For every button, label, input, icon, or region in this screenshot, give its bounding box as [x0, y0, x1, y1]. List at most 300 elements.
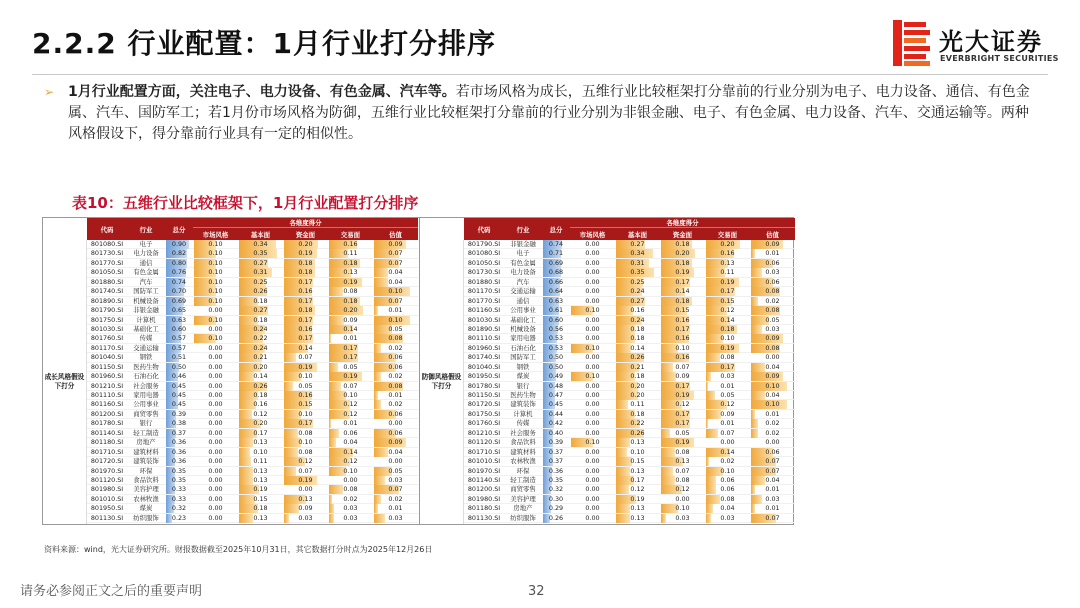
score-value: 0.49	[548, 372, 564, 381]
total-score-cell	[165, 485, 193, 494]
score-value: 0.15	[675, 306, 690, 315]
total-score-cell	[165, 268, 193, 277]
total-score-cell	[542, 485, 570, 494]
header-valuation: 估值	[389, 231, 402, 239]
score-value: 0.10	[343, 391, 358, 399]
score-value: 0.09	[388, 438, 403, 447]
trading-cell	[328, 287, 373, 296]
score-value: 0.24	[630, 287, 645, 296]
total-score-cell	[165, 495, 193, 504]
fundamental-cell	[615, 249, 660, 258]
market-style-cell	[193, 344, 238, 353]
fundamental-cell	[615, 504, 660, 513]
market-style-cell	[570, 278, 615, 287]
trading-cell	[328, 344, 373, 353]
fundamental-cell	[615, 514, 660, 523]
score-value: 0.13	[630, 438, 645, 447]
total-score-cell	[542, 448, 570, 457]
score-value: 0.03	[388, 475, 403, 484]
capital-cell	[283, 353, 328, 362]
code-cell: 801140.SI	[90, 428, 124, 437]
score-value: 0.00	[765, 438, 780, 447]
score-value: 0.00	[208, 494, 223, 503]
fundamental-cell	[238, 278, 283, 287]
capital-cell	[283, 419, 328, 428]
score-value: 0.07	[343, 381, 358, 390]
score-value: 0.00	[208, 391, 223, 399]
code-cell: 801760.SI	[467, 419, 501, 428]
trading-cell	[705, 410, 750, 419]
total-score-cell	[542, 325, 570, 334]
score-value: 0.10	[208, 287, 223, 296]
table-row	[464, 316, 795, 325]
market-style-cell	[570, 485, 615, 494]
fundamental-cell	[615, 476, 660, 485]
table-row	[464, 467, 795, 476]
valuation-cell	[750, 240, 795, 249]
page-number: 32	[528, 584, 545, 599]
score-value: 0.14	[720, 447, 735, 456]
market-style-cell	[193, 353, 238, 362]
score-value: 0.18	[675, 258, 690, 267]
industry-cell: 食品饮料	[510, 438, 536, 447]
score-value: 0.10	[720, 466, 735, 475]
market-style-cell	[570, 467, 615, 476]
valuation-cell	[373, 353, 418, 362]
code-cell: 801110.SI	[90, 391, 124, 399]
score-value: 0.68	[548, 268, 564, 277]
table-row	[464, 419, 795, 428]
score-value: 0.17	[298, 296, 313, 305]
arrow-bullet-icon: ➢	[44, 85, 55, 99]
score-value: 0.17	[675, 277, 690, 286]
industry-cell: 通信	[516, 296, 530, 305]
table-row	[87, 448, 418, 457]
score-value: 0.00	[585, 381, 600, 390]
code-cell: 801710.SI	[467, 447, 501, 456]
table-row	[87, 353, 418, 362]
industry-cell: 纺织服饰	[510, 513, 536, 522]
market-style-cell	[193, 240, 238, 249]
table-row	[464, 249, 795, 258]
trading-cell	[705, 259, 750, 268]
score-value: 0.33	[171, 494, 187, 503]
industry-cell: 电力设备	[133, 249, 159, 258]
valuation-cell	[750, 514, 795, 523]
score-value: 0.11	[720, 268, 735, 277]
code-cell: 801890.SI	[90, 296, 124, 305]
score-value: 0.20	[630, 381, 645, 390]
valuation-cell	[373, 495, 418, 504]
market-style-cell	[570, 240, 615, 249]
total-score-cell	[165, 363, 193, 372]
valuation-cell	[373, 419, 418, 428]
valuation-cell	[373, 278, 418, 287]
valuation-cell	[373, 448, 418, 457]
total-score-cell	[542, 268, 570, 277]
score-value: 0.11	[630, 400, 645, 409]
code-cell: 801730.SI	[90, 249, 124, 258]
score-value: 0.00	[208, 419, 223, 428]
market-style-cell	[570, 410, 615, 419]
table-row	[464, 325, 795, 334]
code-cell: 801890.SI	[467, 324, 501, 333]
market-style-cell	[570, 476, 615, 485]
score-value: 0.20	[630, 391, 645, 399]
industry-cell: 医药生物	[510, 391, 536, 399]
trading-cell	[705, 448, 750, 457]
score-value: 0.03	[388, 513, 403, 522]
industry-cell: 通信	[139, 258, 153, 267]
fundamental-cell	[615, 306, 660, 315]
code-cell: 801160.SI	[90, 400, 124, 409]
score-value: 0.10	[765, 400, 780, 409]
score-value: 0.09	[343, 315, 358, 324]
market-style-cell	[570, 382, 615, 391]
header-capital: 资金面	[672, 231, 693, 239]
score-value: 0.45	[171, 391, 187, 399]
industry-cell: 计算机	[136, 315, 156, 324]
total-score-cell	[165, 287, 193, 296]
score-value: 0.16	[298, 287, 313, 296]
score-value: 0.00	[208, 324, 223, 333]
score-value: 0.08	[765, 306, 780, 315]
score-value: 0.13	[343, 268, 358, 277]
score-value: 0.07	[720, 428, 735, 437]
score-value: 0.16	[675, 334, 690, 343]
score-value: 0.06	[343, 428, 358, 437]
code-cell: 801050.SI	[467, 258, 501, 267]
total-score-cell	[165, 334, 193, 343]
score-value: 0.18	[253, 315, 268, 324]
score-value: 0.08	[720, 353, 735, 362]
capital-cell	[660, 410, 705, 419]
score-value: 0.07	[388, 258, 403, 267]
score-value: 0.00	[208, 400, 223, 409]
market-style-cell	[193, 363, 238, 372]
score-value: 0.19	[675, 391, 690, 399]
score-value: 0.00	[675, 494, 690, 503]
industry-cell: 家用电器	[133, 391, 159, 399]
trading-cell	[705, 514, 750, 523]
code-cell: 801170.SI	[90, 343, 124, 352]
table-row	[87, 372, 418, 381]
score-value: 0.16	[675, 353, 690, 362]
valuation-cell	[373, 249, 418, 258]
market-style-cell	[570, 287, 615, 296]
table-row	[464, 344, 795, 353]
industry-cell: 基础化工	[133, 324, 159, 333]
capital-cell	[660, 514, 705, 523]
table-row	[464, 400, 795, 409]
score-value: 0.10	[253, 447, 268, 456]
code-cell: 801950.SI	[90, 504, 124, 513]
code-cell: 801130.SI	[90, 513, 124, 522]
score-value: 0.00	[208, 381, 223, 390]
fundamental-cell	[238, 240, 283, 249]
score-value: 0.42	[548, 419, 564, 428]
trading-cell	[705, 316, 750, 325]
fundamental-cell	[615, 485, 660, 494]
score-value: 0.19	[675, 268, 690, 277]
score-value: 0.02	[388, 400, 403, 409]
score-value: 0.17	[298, 277, 313, 286]
score-value: 0.74	[548, 240, 564, 248]
valuation-cell	[750, 306, 795, 315]
table-row	[464, 457, 795, 466]
capital-cell	[660, 391, 705, 400]
trading-cell	[705, 249, 750, 258]
fundamental-cell	[615, 297, 660, 306]
score-value: 0.00	[585, 296, 600, 305]
capital-cell	[660, 325, 705, 334]
score-value: 0.06	[720, 485, 735, 494]
score-value: 0.10	[298, 372, 313, 381]
score-value: 0.18	[675, 296, 690, 305]
code-cell: 801790.SI	[467, 240, 501, 248]
score-value: 0.00	[720, 438, 735, 447]
score-value: 0.16	[298, 324, 313, 333]
score-value: 0.08	[720, 494, 735, 503]
score-value: 0.17	[675, 409, 690, 418]
industry-cell: 非银金融	[133, 306, 159, 315]
code-cell: 801040.SI	[90, 353, 124, 362]
fundamental-cell	[238, 287, 283, 296]
valuation-cell	[373, 240, 418, 249]
fundamental-cell	[615, 240, 660, 249]
code-cell: 801950.SI	[467, 372, 501, 381]
score-value: 0.04	[765, 475, 780, 484]
defensive-table	[419, 218, 795, 524]
industry-cell: 美容护理	[510, 494, 536, 503]
score-value: 0.00	[585, 475, 600, 484]
industry-cell: 建筑材料	[510, 447, 536, 456]
score-value: 0.01	[388, 391, 403, 399]
score-value: 0.04	[388, 277, 403, 286]
score-value: 0.01	[765, 249, 780, 258]
capital-cell	[660, 495, 705, 504]
total-score-cell	[542, 457, 570, 466]
code-cell: 801010.SI	[90, 494, 124, 503]
fundamental-cell	[238, 476, 283, 485]
score-value: 0.00	[585, 457, 600, 466]
fundamental-cell	[238, 372, 283, 381]
market-style-cell	[570, 504, 615, 513]
table-row	[87, 400, 418, 409]
valuation-cell	[750, 438, 795, 447]
valuation-cell	[373, 259, 418, 268]
table-row	[464, 372, 795, 381]
score-value: 0.82	[171, 249, 187, 258]
industry-cell: 电力设备	[510, 268, 536, 277]
score-value: 0.39	[548, 438, 564, 447]
score-value: 0.04	[388, 447, 403, 456]
score-value: 0.18	[253, 296, 268, 305]
trading-cell	[705, 504, 750, 513]
score-value: 0.71	[548, 249, 564, 258]
score-value: 0.00	[585, 353, 600, 362]
score-value: 0.24	[253, 324, 268, 333]
score-value: 0.10	[298, 438, 313, 447]
score-value: 0.25	[253, 277, 268, 286]
trading-cell	[328, 259, 373, 268]
trading-cell	[328, 476, 373, 485]
industry-cell: 传媒	[516, 419, 530, 428]
score-value: 0.25	[630, 277, 645, 286]
total-score-cell	[165, 504, 193, 513]
total-score-cell	[542, 504, 570, 513]
capital-cell	[283, 344, 328, 353]
table-row	[87, 467, 418, 476]
score-value: 0.12	[675, 485, 690, 494]
code-cell: 801970.SI	[90, 466, 124, 475]
trading-cell	[705, 372, 750, 381]
industry-cell: 社会服务	[133, 381, 159, 390]
score-value: 0.26	[253, 381, 268, 390]
table-row	[464, 240, 795, 249]
fundamental-cell	[238, 353, 283, 362]
valuation-cell	[750, 334, 795, 343]
valuation-cell	[750, 391, 795, 400]
disclaimer-note: 请务必参阅正文之后的重要声明	[20, 584, 203, 599]
score-value: 0.05	[388, 324, 403, 333]
fundamental-cell	[615, 372, 660, 381]
market-style-cell	[570, 495, 615, 504]
capital-cell	[660, 457, 705, 466]
table-row	[87, 438, 418, 447]
capital-cell	[283, 400, 328, 409]
score-value: 0.08	[388, 334, 403, 343]
table-row	[464, 382, 795, 391]
header-total: 总分	[549, 225, 563, 234]
fundamental-cell	[615, 344, 660, 353]
code-cell: 801960.SI	[90, 372, 124, 381]
code-cell: 801780.SI	[90, 419, 124, 428]
total-score-cell	[542, 240, 570, 249]
valuation-cell	[750, 448, 795, 457]
score-value: 0.66	[548, 277, 564, 286]
capital-cell	[660, 306, 705, 315]
market-style-cell	[193, 287, 238, 296]
score-value: 0.10	[388, 315, 403, 324]
fundamental-cell	[238, 391, 283, 400]
score-value: 0.76	[171, 268, 187, 277]
capital-cell	[660, 363, 705, 372]
valuation-cell	[750, 259, 795, 268]
score-value: 0.00	[585, 287, 600, 296]
score-value: 0.20	[253, 362, 268, 371]
capital-cell	[283, 382, 328, 391]
fundamental-cell	[238, 495, 283, 504]
table-row	[87, 316, 418, 325]
industry-cell: 商贸零售	[133, 409, 159, 418]
capital-cell	[660, 240, 705, 249]
score-value: 0.12	[343, 457, 358, 466]
score-tables	[42, 217, 794, 525]
score-value: 0.10	[208, 277, 223, 286]
score-value: 0.18	[720, 324, 735, 333]
valuation-cell	[373, 438, 418, 447]
industry-cell: 社会服务	[510, 428, 536, 437]
defensive-group-label: 防御风格假设下打分	[420, 240, 464, 524]
score-value: 0.12	[343, 400, 358, 409]
score-value: 0.00	[585, 249, 600, 258]
score-value: 0.08	[765, 343, 780, 352]
capital-cell	[283, 363, 328, 372]
code-cell: 801170.SI	[467, 287, 501, 296]
fundamental-cell	[615, 457, 660, 466]
fundamental-cell	[238, 344, 283, 353]
code-cell: 801970.SI	[467, 466, 501, 475]
fundamental-cell	[238, 400, 283, 409]
trading-cell	[705, 457, 750, 466]
score-value: 0.14	[720, 315, 735, 324]
score-value: 0.19	[630, 494, 645, 503]
valuation-cell	[373, 400, 418, 409]
valuation-cell	[750, 249, 795, 258]
score-value: 0.12	[253, 409, 268, 418]
fundamental-cell	[615, 391, 660, 400]
score-value: 0.12	[675, 400, 690, 409]
valuation-cell	[373, 476, 418, 485]
fundamental-cell	[238, 325, 283, 334]
score-value: 0.17	[343, 343, 358, 352]
total-score-cell	[542, 334, 570, 343]
valuation-cell	[750, 419, 795, 428]
score-value: 0.00	[208, 372, 223, 381]
table-row	[464, 297, 795, 306]
valuation-cell	[750, 287, 795, 296]
fundamental-cell	[615, 268, 660, 277]
valuation-cell	[750, 457, 795, 466]
trading-cell	[705, 353, 750, 362]
score-value: 0.00	[585, 447, 600, 456]
capital-cell	[283, 448, 328, 457]
score-value: 0.08	[298, 428, 313, 437]
score-value: 0.57	[171, 343, 187, 352]
score-value: 0.31	[630, 258, 645, 267]
score-value: 0.06	[765, 258, 780, 267]
trading-cell	[705, 467, 750, 476]
score-value: 0.63	[171, 315, 187, 324]
trading-cell	[328, 391, 373, 400]
score-value: 0.35	[630, 268, 645, 277]
market-style-cell	[570, 429, 615, 438]
score-value: 0.02	[343, 494, 358, 503]
market-style-cell	[570, 306, 615, 315]
market-style-cell	[193, 259, 238, 268]
table-row	[464, 363, 795, 372]
score-value: 0.00	[585, 504, 600, 513]
table-row	[87, 429, 418, 438]
score-value: 0.03	[298, 513, 313, 522]
score-value: 0.09	[765, 240, 780, 248]
valuation-cell	[373, 485, 418, 494]
score-value: 0.17	[298, 419, 313, 428]
fundamental-cell	[238, 316, 283, 325]
score-value: 0.22	[630, 419, 645, 428]
score-value: 0.27	[253, 306, 268, 315]
score-value: 0.63	[548, 296, 564, 305]
fundamental-cell	[238, 334, 283, 343]
score-value: 0.14	[343, 447, 358, 456]
total-score-cell	[165, 344, 193, 353]
score-value: 0.00	[585, 240, 600, 248]
total-score-cell	[542, 476, 570, 485]
score-value: 0.10	[208, 268, 223, 277]
capital-cell	[283, 485, 328, 494]
market-style-cell	[193, 429, 238, 438]
